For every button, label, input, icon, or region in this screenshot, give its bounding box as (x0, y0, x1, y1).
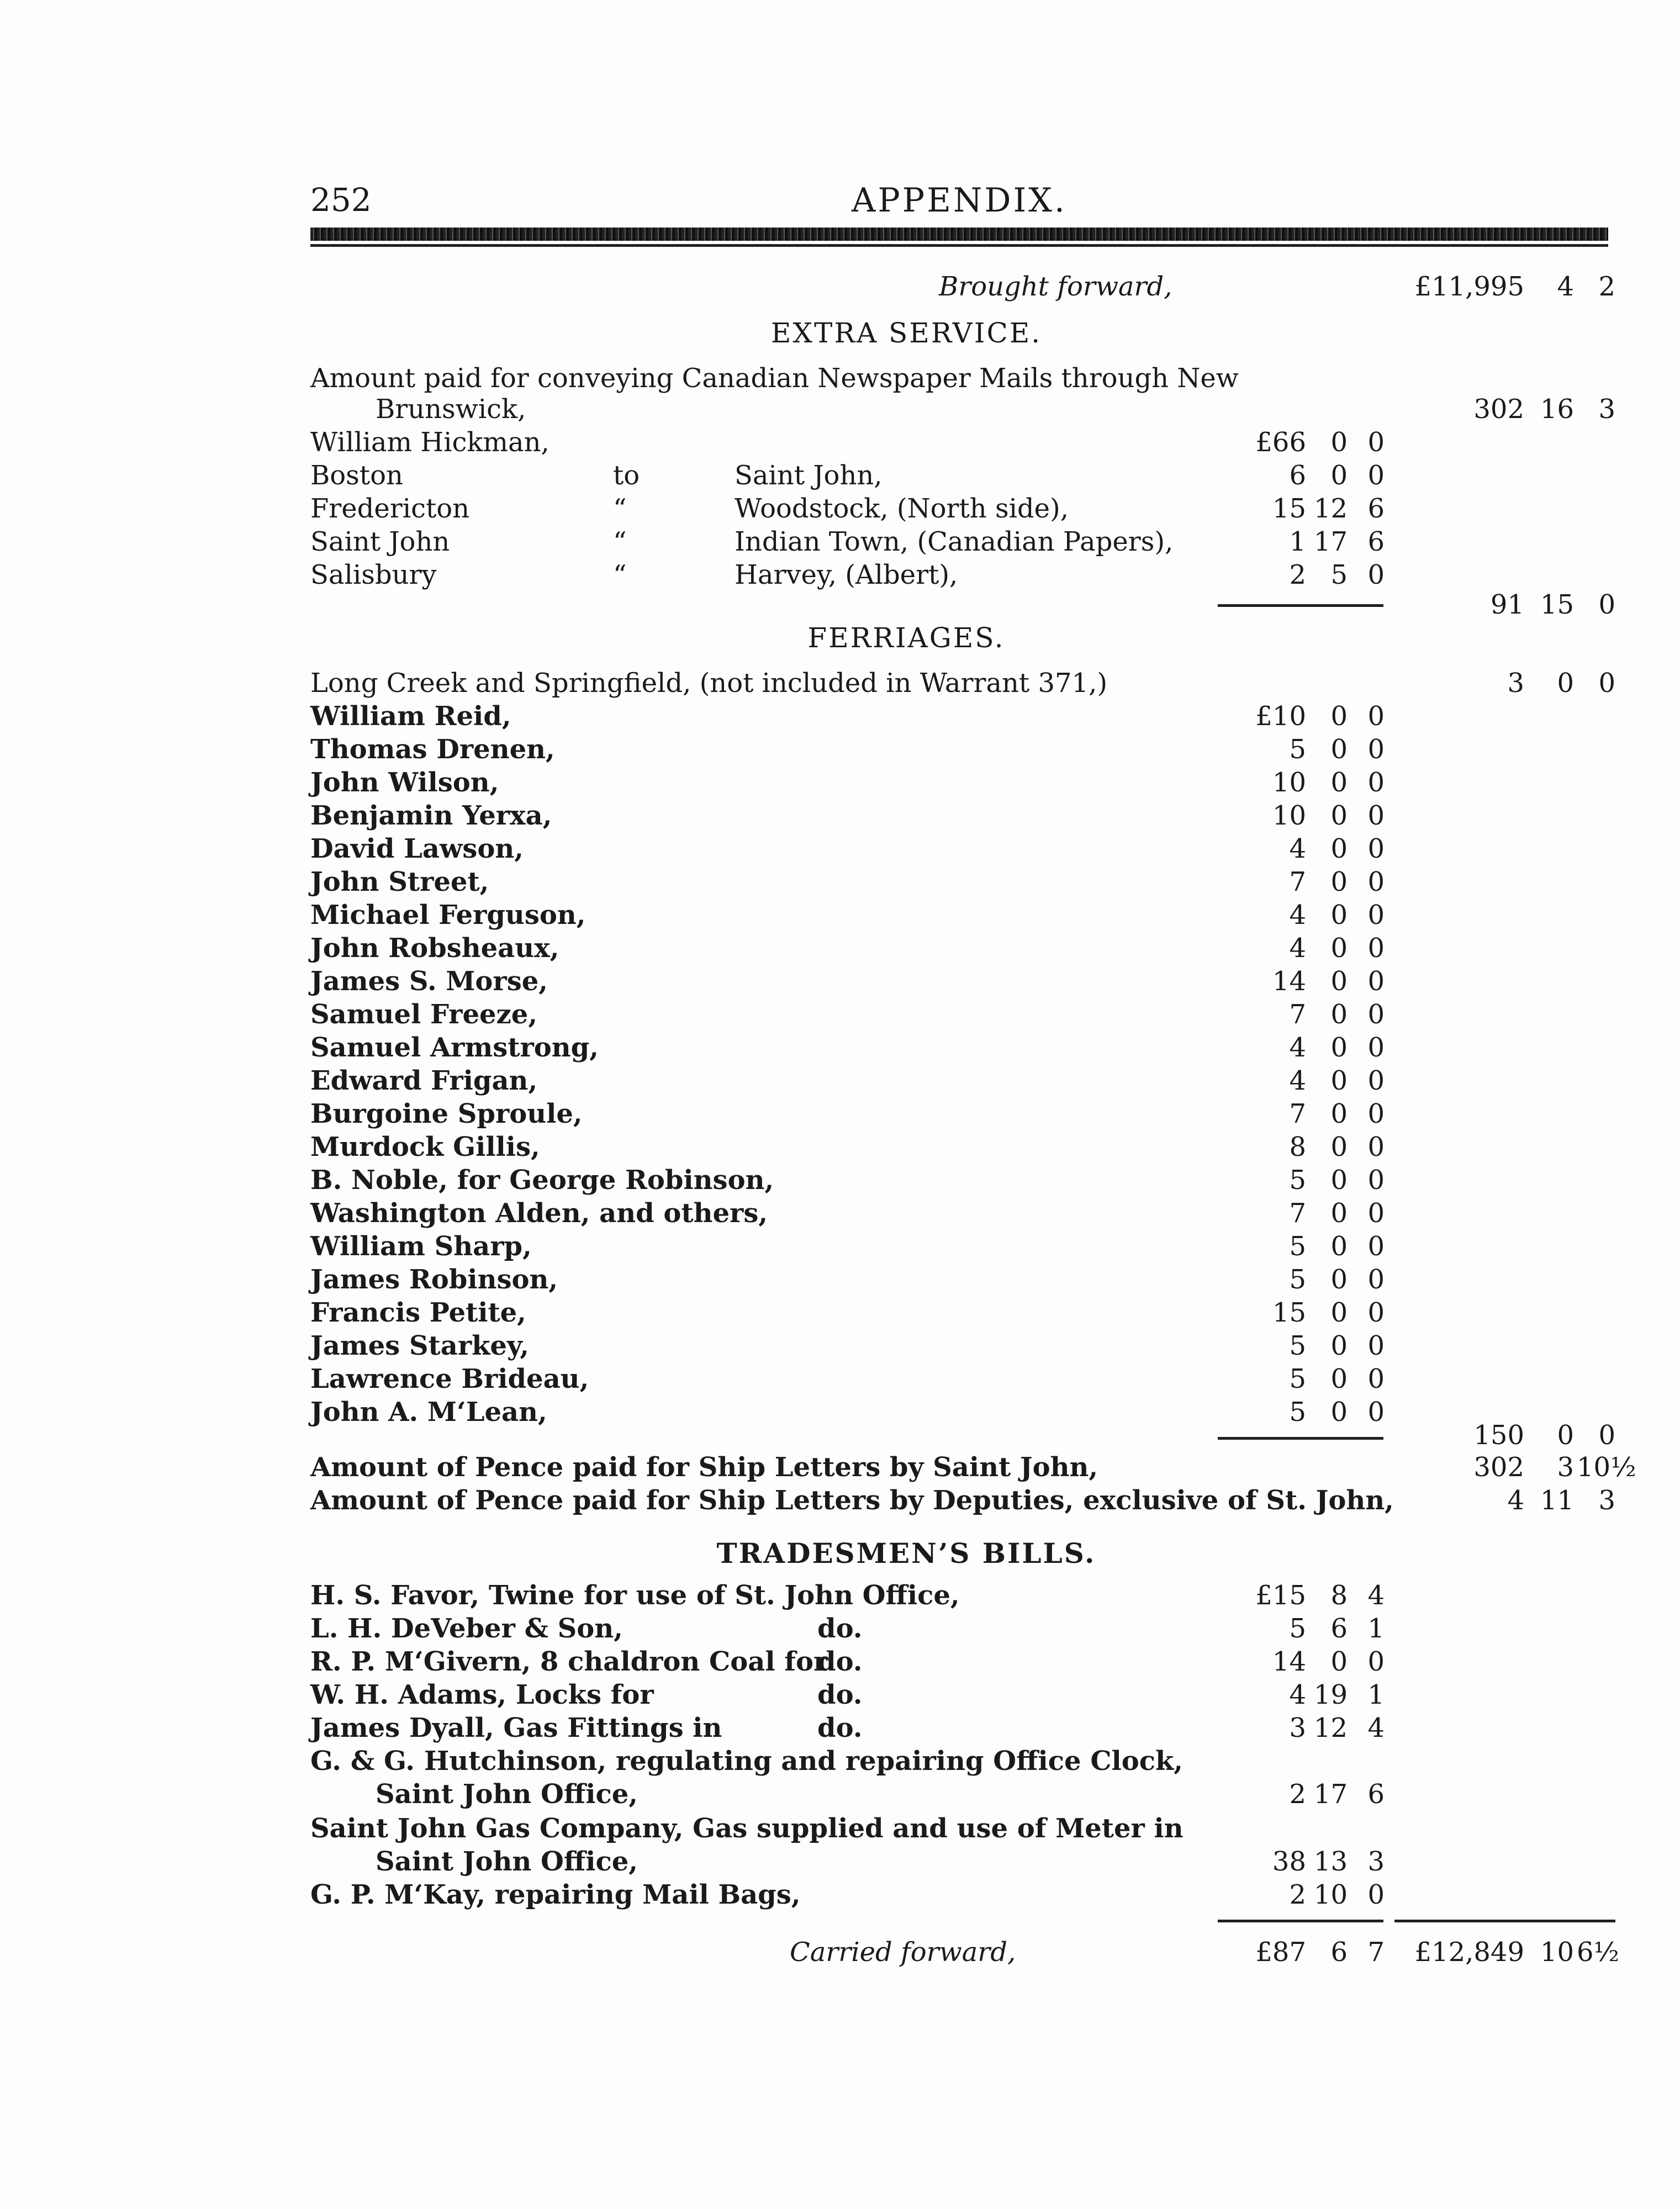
shillings: 0 (1330, 1646, 1348, 1677)
payee-name: William Reid, (310, 701, 511, 732)
pounds: 15 (1272, 1297, 1306, 1328)
ledger-row (0, 426, 1680, 458)
pounds: 15 (1272, 493, 1306, 524)
carried-forward-row (0, 1936, 1680, 1968)
pounds: 5 (1289, 734, 1306, 765)
ledger-row (0, 1363, 1680, 1395)
pounds: £10 (1255, 701, 1306, 732)
shillings: 0 (1330, 734, 1348, 765)
ledger-row (0, 559, 1680, 591)
shillings: 0 (1330, 1098, 1348, 1129)
page-header (310, 177, 1608, 232)
pounds: 4 (1289, 1679, 1306, 1710)
pounds: 7 (1289, 1098, 1306, 1129)
shillings: 5 (1330, 559, 1348, 590)
ledger-row (0, 1065, 1680, 1097)
pounds: 3 (1289, 1713, 1306, 1743)
header-rule (310, 228, 1608, 241)
pounds: 5 (1289, 1330, 1306, 1361)
shillings: 0 (1330, 1330, 1348, 1361)
brought-forward-row (0, 271, 1680, 303)
shillings: 10 (1313, 1879, 1348, 1910)
payee-name: Washington Alden, and others, (310, 1198, 768, 1229)
shillings: 0 (1330, 1264, 1348, 1295)
shillings: 12 (1313, 1713, 1348, 1743)
tradesman-name: L. H. DeVeber & Son, (310, 1613, 623, 1644)
pounds: 7 (1289, 999, 1306, 1030)
payee-name: B. Noble, for George Robinson, (310, 1165, 774, 1196)
ledger-row (0, 866, 1680, 898)
shillings: 0 (1330, 1032, 1348, 1063)
pence: 4 (1367, 1580, 1385, 1611)
ledger-row (0, 1164, 1680, 1196)
tradesman-name: G. P. M‘Kay, repairing Mail Bags, (310, 1879, 801, 1910)
route-origin: Saint John (310, 526, 450, 557)
shillings: 0 (1330, 1397, 1348, 1428)
pence: 0 (1367, 900, 1385, 931)
pence: 3 (1367, 1846, 1385, 1877)
pounds: 7 (1289, 1198, 1306, 1229)
ledger-row (0, 493, 1680, 525)
pence: 1 (1367, 1613, 1385, 1644)
payee-name: Thomas Drenen, (310, 734, 555, 765)
ledger-row (0, 1679, 1680, 1711)
carried-mid-pence: 7 (1367, 1937, 1385, 1968)
shillings: 0 (1330, 999, 1348, 1030)
shillings: 0 (1330, 800, 1348, 831)
long-creek-pounds: 3 (1507, 668, 1524, 699)
shillings: 13 (1313, 1846, 1348, 1877)
ferriages-total-row (0, 1419, 1680, 1451)
ferriages-total-pounds: 150 (1473, 1420, 1524, 1451)
payee-name: James Robinson, (310, 1264, 558, 1295)
pounds: 6 (1289, 460, 1306, 491)
payee-name: Edward Frigan, (310, 1065, 538, 1096)
pence: 0 (1367, 701, 1385, 732)
canadian-mails-shillings: 16 (1540, 394, 1574, 425)
hutchinson-text-cont: Saint John Office, (376, 1779, 638, 1810)
ledger-row (0, 1712, 1680, 1744)
tradesman-name: R. P. M‘Givern, 8 chaldron Coal for (310, 1646, 828, 1677)
payee-name: John Robsheaux, (310, 933, 559, 964)
brought-forward-label: Brought forward, (939, 271, 1172, 302)
pence: 0 (1367, 1065, 1385, 1096)
ferriages-total-shillings: 0 (1557, 1420, 1574, 1451)
carried-forward-rule (1394, 1920, 1615, 1922)
gas-company-text-cont: Saint John Office, (376, 1846, 638, 1877)
pounds: 4 (1289, 1065, 1306, 1096)
gas-company-line-1 (0, 1812, 1680, 1845)
pence: 0 (1367, 1264, 1385, 1295)
brought-forward-pence: 2 (1598, 271, 1615, 302)
pounds: 14 (1272, 1646, 1306, 1677)
pence: 0 (1367, 1364, 1385, 1394)
payee-name: John A. M‘Lean, (310, 1397, 547, 1428)
shillings: 0 (1330, 866, 1348, 897)
payee-name: David Lawson, (310, 833, 524, 864)
shillings: 0 (1330, 1198, 1348, 1229)
pounds: 2 (1289, 1779, 1306, 1810)
shillings: 17 (1313, 526, 1348, 557)
ledger-row (0, 1131, 1680, 1163)
route-destination: Harvey, (Albert), (735, 559, 958, 590)
payee-name: William Hickman, (310, 427, 550, 458)
pounds: 5 (1289, 1397, 1306, 1428)
pence-row (0, 1451, 1680, 1483)
pence: 0 (1367, 1098, 1385, 1129)
pence: 0 (1367, 1032, 1385, 1063)
pence: 4 (1367, 1713, 1385, 1743)
shillings: 0 (1330, 460, 1348, 491)
pence: 0 (1367, 1198, 1385, 1229)
route-origin: Salisbury (310, 559, 437, 590)
pence: 6 (1367, 493, 1385, 524)
shillings: 0 (1330, 966, 1348, 997)
payee-name: Burgoine Sproule, (310, 1098, 583, 1129)
payee-name: William Sharp, (310, 1231, 532, 1262)
pounds: 5 (1289, 1165, 1306, 1196)
route-destination: Saint John, (735, 460, 883, 491)
pence: 0 (1367, 1297, 1385, 1328)
carried-mid-shillings: 6 (1330, 1937, 1348, 1968)
shillings: 0 (1330, 1132, 1348, 1162)
ledger-row (0, 1098, 1680, 1130)
route-connector: “ (613, 526, 627, 557)
pounds: 38 (1272, 1846, 1306, 1877)
pounds: 2 (1289, 1879, 1306, 1910)
payee-name: John Wilson, (310, 767, 499, 798)
payee-name: Samuel Freeze, (310, 999, 538, 1030)
pounds: 4 (1289, 833, 1306, 864)
shillings: 0 (1330, 427, 1348, 458)
tradesman-name: W. H. Adams, Locks for (310, 1679, 654, 1710)
ledger-row (0, 1879, 1680, 1911)
pounds: 14 (1272, 966, 1306, 997)
payee-name: Benjamin Yerxa, (310, 800, 552, 831)
payee-name: James S. Morse, (310, 966, 548, 997)
ledger-row (0, 1297, 1680, 1329)
carried-total-shillings: 10 (1540, 1937, 1574, 1968)
ledger-row (0, 899, 1680, 931)
pounds: 5 (1289, 1264, 1306, 1295)
shillings: 0 (1330, 833, 1348, 864)
hutchinson-text: G. & G. Hutchinson, regulating and repairing Office Clock, (310, 1746, 1183, 1777)
payee-name: John Street, (310, 866, 489, 897)
pence: 0 (1367, 800, 1385, 831)
pence: 0 (1367, 1165, 1385, 1196)
pence: 6 (1367, 526, 1385, 557)
pounds: 5 (1289, 1231, 1306, 1262)
pounds: 5 (1289, 1364, 1306, 1394)
pence: 0 (1367, 1132, 1385, 1162)
section-title-tradesmen: TRADESMEN’S BILLS. (716, 1537, 1096, 1569)
pounds: £66 (1255, 427, 1306, 458)
pence: 1 (1367, 1679, 1385, 1710)
route-destination: Woodstock, (North side), (735, 493, 1069, 524)
pence: 0 (1367, 999, 1385, 1030)
ledger-row (0, 965, 1680, 997)
pence-pence: 10½ (1577, 1452, 1636, 1483)
gas-company-text: Saint John Gas Company, Gas supplied and use of Meter in (310, 1813, 1184, 1844)
canadian-mails-line-1 (0, 362, 1680, 394)
pence-pounds: 4 (1507, 1485, 1524, 1516)
route-destination: Indian Town, (Canadian Papers), (735, 526, 1174, 557)
ledger-row (0, 932, 1680, 964)
shillings: 0 (1330, 1297, 1348, 1328)
pence-label: Amount of Pence paid for Ship Letters by Saint John, (310, 1452, 1098, 1483)
tradesman-name: James Dyall, Gas Fittings in (310, 1713, 722, 1743)
ledger-row (0, 833, 1680, 865)
canadian-mails-text: Amount paid for conveying Canadian Newspaper Mails through New (310, 363, 1239, 394)
ledger-row (0, 1330, 1680, 1362)
extra-service-total-row (0, 589, 1680, 621)
extra-service-total-shillings: 15 (1540, 589, 1574, 620)
pence: 0 (1367, 866, 1385, 897)
pence: 6 (1367, 1779, 1385, 1810)
pounds: 4 (1289, 1032, 1306, 1063)
ledger-row (0, 1197, 1680, 1229)
route-connector: “ (613, 493, 627, 524)
pence: 0 (1367, 1646, 1385, 1677)
brought-forward-pounds: £11,995 (1414, 271, 1524, 302)
pounds: 8 (1289, 1132, 1306, 1162)
canadian-mails-text-cont: Brunswick, (376, 394, 526, 425)
ledger-row (0, 1579, 1680, 1611)
ledger-row (0, 800, 1680, 832)
pence-pounds: 302 (1473, 1452, 1524, 1483)
ledger-row (0, 733, 1680, 765)
long-creek-shillings: 0 (1557, 668, 1574, 699)
ferriages-total-pence: 0 (1598, 1420, 1615, 1451)
ledger-row (0, 526, 1680, 558)
pence: 0 (1367, 1397, 1385, 1428)
pounds: £15 (1255, 1580, 1306, 1611)
pence: 0 (1367, 1330, 1385, 1361)
pounds: 7 (1289, 866, 1306, 897)
canadian-mails-line-2 (0, 393, 1680, 425)
route-connector: “ (613, 559, 627, 590)
ditto-mark: do. (817, 1613, 863, 1644)
section-title-ferriages: FERRIAGES. (807, 622, 1005, 654)
carried-forward-rule (1218, 1920, 1383, 1922)
shillings: 6 (1330, 1613, 1348, 1644)
pence-shillings: 11 (1540, 1485, 1574, 1516)
shillings: 8 (1330, 1580, 1348, 1611)
extra-service-total-pounds: 91 (1490, 589, 1524, 620)
payee-name: Lawrence Brideau, (310, 1364, 589, 1394)
shillings: 0 (1330, 1231, 1348, 1262)
shillings: 0 (1330, 933, 1348, 964)
ditto-mark: do. (817, 1646, 863, 1677)
long-creek-label: Long Creek and Springfield, (not included in Warrant 371,) (310, 668, 1108, 699)
route-origin: Fredericton (310, 493, 470, 524)
gas-company-line-2 (0, 1846, 1680, 1878)
canadian-mails-pence: 3 (1598, 394, 1615, 425)
hutchinson-line-1 (0, 1745, 1680, 1777)
shillings: 0 (1330, 900, 1348, 931)
hutchinson-line-2 (0, 1778, 1680, 1810)
pounds: 10 (1272, 800, 1306, 831)
long-creek-pence: 0 (1598, 668, 1615, 699)
payee-name: James Starkey, (310, 1330, 529, 1361)
ledger-row (0, 459, 1680, 492)
pence: 0 (1367, 933, 1385, 964)
ledger-row (0, 767, 1680, 799)
ditto-mark: do. (817, 1713, 863, 1743)
long-creek-row (0, 667, 1680, 699)
ledger-row (0, 1230, 1680, 1262)
route-origin: Boston (310, 460, 403, 491)
shillings: 17 (1313, 1779, 1348, 1810)
carried-total-pence: 6½ (1577, 1937, 1620, 1968)
carried-total-pounds: £12,849 (1414, 1937, 1524, 1968)
pounds: 4 (1289, 933, 1306, 964)
pounds: 10 (1272, 767, 1306, 798)
pounds: 4 (1289, 900, 1306, 931)
route-connector: to (613, 460, 640, 491)
shillings: 0 (1330, 1065, 1348, 1096)
brought-forward-shillings: 4 (1557, 271, 1574, 302)
tradesman-name: H. S. Favor, Twine for use of St. John Office, (310, 1580, 960, 1611)
pounds: 1 (1289, 526, 1306, 557)
running-head: APPENDIX. (852, 181, 1067, 220)
pence: 0 (1367, 559, 1385, 590)
pence: 0 (1367, 460, 1385, 491)
ditto-mark: do. (817, 1679, 863, 1710)
ledger-row (0, 700, 1680, 732)
pence: 0 (1367, 767, 1385, 798)
shillings: 0 (1330, 1364, 1348, 1394)
pence: 0 (1367, 1879, 1385, 1910)
shillings: 0 (1330, 1165, 1348, 1196)
ledger-row (0, 1264, 1680, 1296)
page-number: 252 (310, 181, 372, 219)
pence: 0 (1367, 734, 1385, 765)
pence: 0 (1367, 966, 1385, 997)
pence: 0 (1367, 833, 1385, 864)
ledger-row (0, 1613, 1680, 1645)
pence: 0 (1367, 1231, 1385, 1262)
pence-label: Amount of Pence paid for Ship Letters by Deputies, exclusive of St. John, (310, 1485, 1394, 1516)
carried-forward-label: Carried forward, (790, 1937, 1016, 1968)
section-title-extra-service: EXTRA SERVICE. (770, 317, 1042, 349)
extra-service-total-pence: 0 (1598, 589, 1615, 620)
payee-name: Murdock Gillis, (310, 1132, 540, 1162)
payee-name: Francis Petite, (310, 1297, 526, 1328)
pence: 0 (1367, 427, 1385, 458)
shillings: 0 (1330, 767, 1348, 798)
shillings: 12 (1313, 493, 1348, 524)
canadian-mails-pounds: 302 (1473, 394, 1524, 425)
shillings: 0 (1330, 701, 1348, 732)
header-rule-thin (310, 244, 1608, 247)
ledger-row (0, 1646, 1680, 1678)
carried-mid-pounds: £87 (1255, 1937, 1306, 1968)
shillings: 19 (1313, 1679, 1348, 1710)
pence-row (0, 1484, 1680, 1516)
payee-name: Samuel Armstrong, (310, 1032, 599, 1063)
pounds: 2 (1289, 559, 1306, 590)
pence-shillings: 3 (1557, 1452, 1574, 1483)
ledger-row (0, 1032, 1680, 1064)
pounds: 5 (1289, 1613, 1306, 1644)
pence-pence: 3 (1598, 1485, 1615, 1516)
payee-name: Michael Ferguson, (310, 900, 586, 931)
ledger-row (0, 998, 1680, 1030)
